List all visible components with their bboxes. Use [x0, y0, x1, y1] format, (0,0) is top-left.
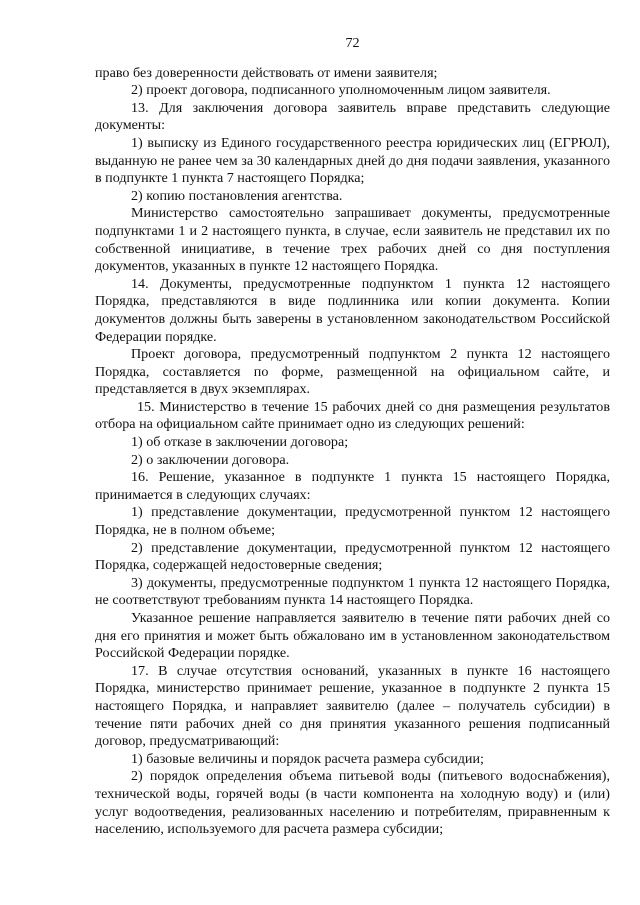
paragraph: 1) об отказе в заключении договора; — [131, 434, 349, 451]
paragraph: Указанное решение направляется заявителю в течение пяти рабочих дней со дня его принятия и может быть обжаловано им в установленном законодательством Российской Федерации порядке. — [95, 610, 610, 662]
paragraph: 2) проект договора, подписанного уполномоченным лицом заявителя. — [131, 82, 551, 99]
paragraph: 2) представление документации, предусмотренной пунктом 12 настоящего Порядка, содержащей недостоверные сведения; — [95, 539, 610, 574]
page-number: 72 — [345, 35, 360, 51]
paragraph: 2) о заключении договора. — [131, 451, 290, 468]
paragraph: 1) базовые величины и порядок расчета размера субсидии; — [131, 750, 484, 767]
paragraph: Проект договора, предусмотренный подпунктом 2 пункта 12 настоящего Порядка, составляется по форме, размещенной на официальном сайте, и представляется в двух экземплярах. — [95, 346, 610, 398]
paragraph: право без доверенности действовать от имени заявителя; — [95, 64, 438, 81]
paragraph: 1) выписку из Единого государственного реестра юридических лиц (ЕГРЮЛ), выданную не ранее чем за 30 календарных дней до дня подачи заявления, указанного в подпункте 1 пункта 7 настоящего Порядка; — [95, 134, 610, 187]
paragraph: 3) документы, предусмотренные подпунктом 1 пункта 12 настоящего Порядка, не соответствуют требованиям пункта 14 настоящего Порядка. — [95, 574, 610, 609]
paragraph: 15. Министерство в течение 15 рабочих дней со дня размещения результатов отбора на официальном сайте принимает одно из следующих решений: — [95, 398, 610, 433]
paragraph: 2) копию постановления агентства. — [131, 187, 343, 204]
paragraph: 13. Для заключения договора заявитель вправе представить следующие документы: — [95, 99, 610, 134]
paragraph: Министерство самостоятельно запрашивает документы, предусмотренные подпунктами 1 и 2 настоящего пункта, в случае, если заявитель не представил их по собственной инициативе, в течение трех рабочих дней со дня поступления документов, указанных в пункте 12 настоящего Порядка. — [95, 205, 610, 275]
paragraph: 16. Решение, указанное в подпункте 1 пункта 15 настоящего Порядка, принимается в следующих случаях: — [95, 469, 610, 503]
paragraph: 17. В случае отсутствия оснований, указанных в пункте 16 настоящего Порядка, министерство принимает решение, указанное в подпункте 2 пункта 15 настоящего Порядка, и направляет заявителю (далее – получатель субсидии) в течение пяти рабочих дней со дня принятия указанного решения подписанный договор, предусматривающий: — [95, 662, 610, 750]
document-body — [95, 65, 610, 839]
paragraph: 2) порядок определения объема питьевой воды (питьевого водоснабжения), технической воды, горячей воды (в части компонента на холодную воду) и (или) услуг водоотведения, реализованных населению и потребителям, приравненным к населению, используемого для расчета размера субсидии; — [95, 768, 610, 838]
paragraph: 1) представление документации, предусмотренной пунктом 12 настоящего Порядка, не в полном объеме; — [95, 504, 610, 539]
paragraph: 14. Документы, предусмотренные подпунктом 1 пункта 12 настоящего Порядка, представляются в виде подлинника или копии документа. Копии документов должны быть заверены в установленном законодательством Российской Федерации порядке. — [95, 275, 610, 345]
